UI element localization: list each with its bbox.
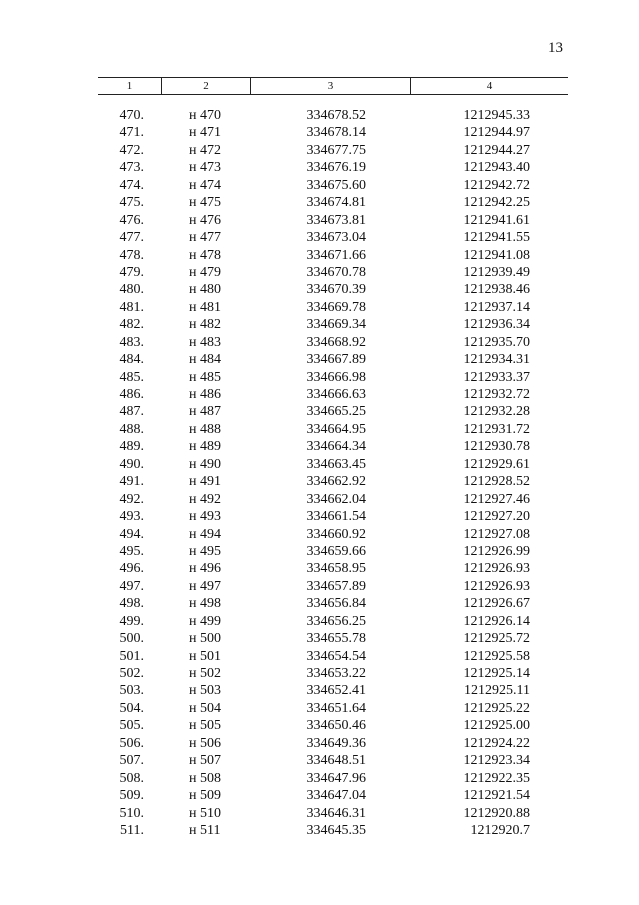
coordinate-x: 334647.96 [306, 770, 366, 786]
coordinate-x: 334659.66 [306, 543, 366, 559]
table-row [0, 194, 639, 211]
table-row [0, 159, 639, 176]
coordinate-x: 334669.78 [306, 299, 366, 315]
row-index: 489. [119, 439, 144, 455]
coordinate-x: 334660.92 [306, 526, 366, 542]
coordinate-x: 334666.98 [306, 369, 366, 385]
point-name: н 479 [189, 264, 221, 280]
point-name: н 475 [189, 195, 221, 211]
point-name: н 508 [189, 770, 221, 786]
coordinate-x: 334655.78 [306, 631, 366, 647]
row-index: 501. [119, 648, 144, 664]
table-row [0, 805, 639, 822]
point-name: н 476 [189, 212, 221, 228]
row-index: 481. [119, 299, 144, 315]
row-index: 503. [119, 683, 144, 699]
coordinate-x: 334650.46 [306, 718, 366, 734]
coordinate-y: 1212920.7 [470, 822, 530, 838]
coordinate-y: 1212921.54 [463, 788, 530, 804]
table-row [0, 299, 639, 316]
table-row [0, 212, 639, 229]
coordinate-y: 1212928.52 [463, 474, 530, 490]
table-row [0, 752, 639, 769]
point-name: н 496 [189, 561, 221, 577]
point-name: н 497 [189, 578, 221, 594]
coordinate-x: 334678.14 [306, 125, 366, 141]
coordinate-x: 334663.45 [306, 456, 366, 472]
coordinate-y: 1212930.78 [463, 439, 530, 455]
row-index: 485. [119, 369, 144, 385]
point-name: н 477 [189, 230, 221, 246]
coordinate-y: 1212926.93 [463, 561, 530, 577]
point-name: н 502 [189, 666, 221, 681]
point-name: н 492 [189, 491, 221, 507]
row-index: 472. [119, 142, 144, 158]
table-row [0, 438, 639, 455]
coordinate-y: 1212925.11 [464, 683, 530, 699]
row-index: 511. [120, 822, 144, 838]
point-name: н 509 [189, 788, 221, 804]
row-index: 470. [119, 108, 144, 123]
coordinate-y: 1212925.00 [463, 718, 530, 734]
point-name: н 504 [189, 700, 221, 716]
row-index: 494. [119, 526, 144, 542]
coordinate-x: 334651.64 [306, 700, 366, 716]
coordinate-y: 1212925.58 [463, 648, 530, 664]
coordinate-x: 334665.25 [306, 404, 366, 420]
point-name: н 505 [189, 718, 221, 734]
point-name: н 503 [189, 683, 221, 699]
column-header-3: 3 [327, 80, 334, 92]
coordinate-x: 334678.52 [306, 108, 366, 123]
coordinate-y: 1212942.72 [463, 177, 530, 193]
row-index: 507. [119, 753, 144, 769]
coordinate-x: 334647.04 [306, 788, 366, 804]
table-row [0, 578, 639, 595]
column-header-2: 2 [203, 80, 209, 92]
coordinate-x: 334653.22 [306, 666, 366, 681]
coordinate-x: 334670.39 [306, 282, 366, 298]
row-index: 506. [119, 735, 144, 751]
row-index: 499. [119, 613, 144, 629]
coordinate-y: 1212935.70 [463, 334, 530, 350]
coordinate-y: 1212943.40 [463, 160, 530, 176]
point-name: н 488 [189, 421, 221, 437]
row-index: 496. [119, 561, 144, 577]
table-row [0, 316, 639, 333]
coordinate-x: 334673.81 [306, 212, 366, 228]
row-index: 482. [119, 317, 144, 333]
coordinate-x: 334656.84 [306, 596, 366, 612]
row-index: 502. [119, 666, 144, 681]
table-row [0, 421, 639, 438]
coordinate-x: 334671.66 [306, 247, 366, 263]
point-name: н 506 [189, 735, 221, 751]
coordinate-x: 334664.95 [306, 421, 366, 437]
coordinate-x: 334646.31 [306, 805, 366, 821]
row-index: 492. [119, 491, 144, 507]
coordinate-x: 334675.60 [306, 177, 366, 193]
coordinate-x: 334664.34 [306, 439, 366, 455]
table-row [0, 735, 639, 752]
row-index: 508. [119, 770, 144, 786]
coordinate-x: 334669.34 [306, 317, 366, 333]
table-row [0, 369, 639, 386]
row-index: 484. [119, 352, 144, 368]
table-row [0, 142, 639, 159]
point-name: н 472 [189, 142, 221, 158]
coordinate-x: 334658.95 [306, 561, 366, 577]
coordinate-y: 1212925.72 [463, 631, 530, 647]
coordinate-y: 1212920.88 [463, 805, 530, 821]
row-index: 495. [119, 543, 144, 559]
row-index: 497. [119, 578, 144, 594]
table-row [0, 560, 639, 577]
column-header-1: 1 [126, 80, 133, 92]
table-row [0, 613, 639, 630]
point-name: н 485 [189, 369, 221, 385]
table-row [0, 386, 639, 403]
coordinate-y: 1212945.33 [463, 108, 530, 123]
coordinate-x: 334648.51 [306, 753, 366, 769]
row-index: 473. [119, 160, 144, 176]
point-name: н 490 [189, 456, 221, 472]
point-name: н 481 [189, 299, 221, 315]
row-index: 491. [119, 474, 144, 490]
row-index: 479. [119, 264, 144, 280]
coordinate-x: 334670.78 [306, 264, 366, 280]
coordinate-y: 1212927.46 [463, 491, 530, 507]
point-name: н 471 [189, 125, 221, 141]
coordinate-x: 334662.92 [306, 474, 366, 490]
coordinate-x: 334673.04 [306, 230, 366, 246]
coordinate-y: 1212942.25 [463, 195, 530, 211]
column-header-4: 4 [486, 80, 493, 92]
coordinate-y: 1212941.08 [463, 247, 530, 263]
coordinate-x: 334657.89 [306, 578, 366, 594]
table-row [0, 403, 639, 420]
coordinate-x: 334649.36 [306, 735, 366, 751]
point-name: н 493 [189, 509, 221, 525]
coordinate-y: 1212923.34 [463, 753, 530, 769]
table-row [0, 247, 639, 264]
table-header [98, 77, 568, 95]
table-row [0, 473, 639, 490]
point-name: н 487 [189, 404, 221, 420]
coordinate-y: 1212927.20 [463, 509, 530, 525]
table-row [0, 229, 639, 246]
coordinate-x: 334662.04 [306, 491, 366, 507]
table-row [0, 648, 639, 665]
row-index: 480. [119, 282, 144, 298]
coordinate-y: 1212925.14 [463, 666, 530, 681]
coordinate-y: 1212925.22 [463, 700, 530, 716]
coordinate-y: 1212927.08 [463, 526, 530, 542]
coordinate-x: 334666.63 [306, 387, 366, 402]
row-index: 476. [119, 212, 144, 228]
coordinate-x: 334667.89 [306, 352, 366, 368]
coordinate-x: 334676.19 [306, 160, 366, 176]
coordinate-y: 1212926.67 [463, 596, 530, 612]
point-name: н 484 [189, 352, 221, 368]
row-index: 474. [119, 177, 144, 193]
point-name: н 507 [189, 753, 221, 769]
coordinate-x: 334654.54 [306, 648, 366, 664]
point-name: н 482 [189, 317, 221, 333]
point-name: н 483 [189, 334, 221, 350]
coordinate-y: 1212944.97 [463, 125, 530, 141]
table-row [0, 351, 639, 368]
point-name: н 500 [189, 631, 221, 647]
coordinate-y: 1212926.93 [463, 578, 530, 594]
table-row [0, 334, 639, 351]
row-index: 505. [119, 718, 144, 734]
point-name: н 510 [189, 805, 221, 821]
point-name: н 494 [189, 526, 221, 542]
coordinate-y: 1212944.27 [463, 142, 530, 158]
row-index: 487. [119, 404, 144, 420]
table-row [0, 595, 639, 612]
table-row [0, 281, 639, 298]
coordinate-x: 334661.54 [306, 509, 366, 525]
row-index: 493. [119, 509, 144, 525]
table-row [0, 456, 639, 473]
table-row [0, 717, 639, 734]
coordinate-y: 1212933.37 [463, 369, 530, 385]
row-index: 498. [119, 596, 144, 612]
row-index: 483. [119, 334, 144, 350]
table-row [0, 107, 639, 124]
row-index: 504. [119, 700, 144, 716]
table-body [0, 107, 639, 839]
table-row [0, 264, 639, 281]
row-index: 509. [119, 788, 144, 804]
point-name: н 498 [189, 596, 221, 612]
point-name: н 473 [189, 160, 221, 176]
table-row [0, 770, 639, 787]
coordinate-y: 1212941.55 [463, 230, 530, 246]
table-row [0, 787, 639, 804]
coordinate-y: 1212924.22 [463, 735, 530, 751]
point-name: н 501 [189, 648, 221, 664]
table-row [0, 124, 639, 141]
point-name: н 495 [189, 543, 221, 559]
point-name: н 480 [189, 282, 221, 298]
page-number: 13 [548, 40, 563, 56]
table-row [0, 665, 639, 682]
coordinate-y: 1212937.14 [463, 299, 530, 315]
table-row [0, 526, 639, 543]
point-name: н 474 [189, 177, 221, 193]
row-index: 486. [119, 387, 144, 402]
table-row [0, 822, 639, 839]
coordinate-x: 334677.75 [306, 142, 366, 158]
coordinate-y: 1212929.61 [463, 456, 530, 472]
table-row [0, 543, 639, 560]
table-row [0, 508, 639, 525]
row-index: 488. [119, 421, 144, 437]
row-index: 478. [119, 247, 144, 263]
coordinate-y: 1212932.28 [463, 404, 530, 420]
coordinate-y: 1212941.61 [463, 212, 530, 228]
coordinate-y: 1212934.31 [463, 352, 530, 368]
point-name: н 489 [189, 439, 221, 455]
row-index: 510. [119, 805, 144, 821]
coordinate-x: 334645.35 [306, 822, 366, 838]
coordinate-x: 334656.25 [306, 613, 366, 629]
coordinate-x: 334668.92 [306, 334, 366, 350]
row-index: 471. [119, 125, 144, 141]
row-index: 500. [119, 631, 144, 647]
table-row [0, 630, 639, 647]
coordinate-x: 334652.41 [306, 683, 366, 699]
point-name: н 511 [189, 822, 221, 838]
point-name: н 491 [189, 474, 221, 490]
coordinate-y: 1212926.14 [463, 613, 530, 629]
coordinate-y: 1212939.49 [463, 264, 530, 280]
point-name: н 470 [189, 108, 221, 123]
table-row [0, 682, 639, 699]
row-index: 490. [119, 456, 144, 472]
point-name: н 499 [189, 613, 221, 629]
row-index: 475. [119, 195, 144, 211]
table-row [0, 491, 639, 508]
table-row [0, 700, 639, 717]
coordinate-x: 334674.81 [306, 195, 366, 211]
coordinate-y: 1212926.99 [463, 543, 530, 559]
table-row [0, 177, 639, 194]
point-name: н 486 [189, 387, 221, 402]
coordinate-y: 1212922.35 [463, 770, 530, 786]
row-index: 477. [119, 230, 144, 246]
coordinate-y: 1212931.72 [463, 421, 530, 437]
coordinate-y: 1212932.72 [463, 387, 530, 402]
point-name: н 478 [189, 247, 221, 263]
coordinate-y: 1212938.46 [463, 282, 530, 298]
coordinate-y: 1212936.34 [463, 317, 530, 333]
